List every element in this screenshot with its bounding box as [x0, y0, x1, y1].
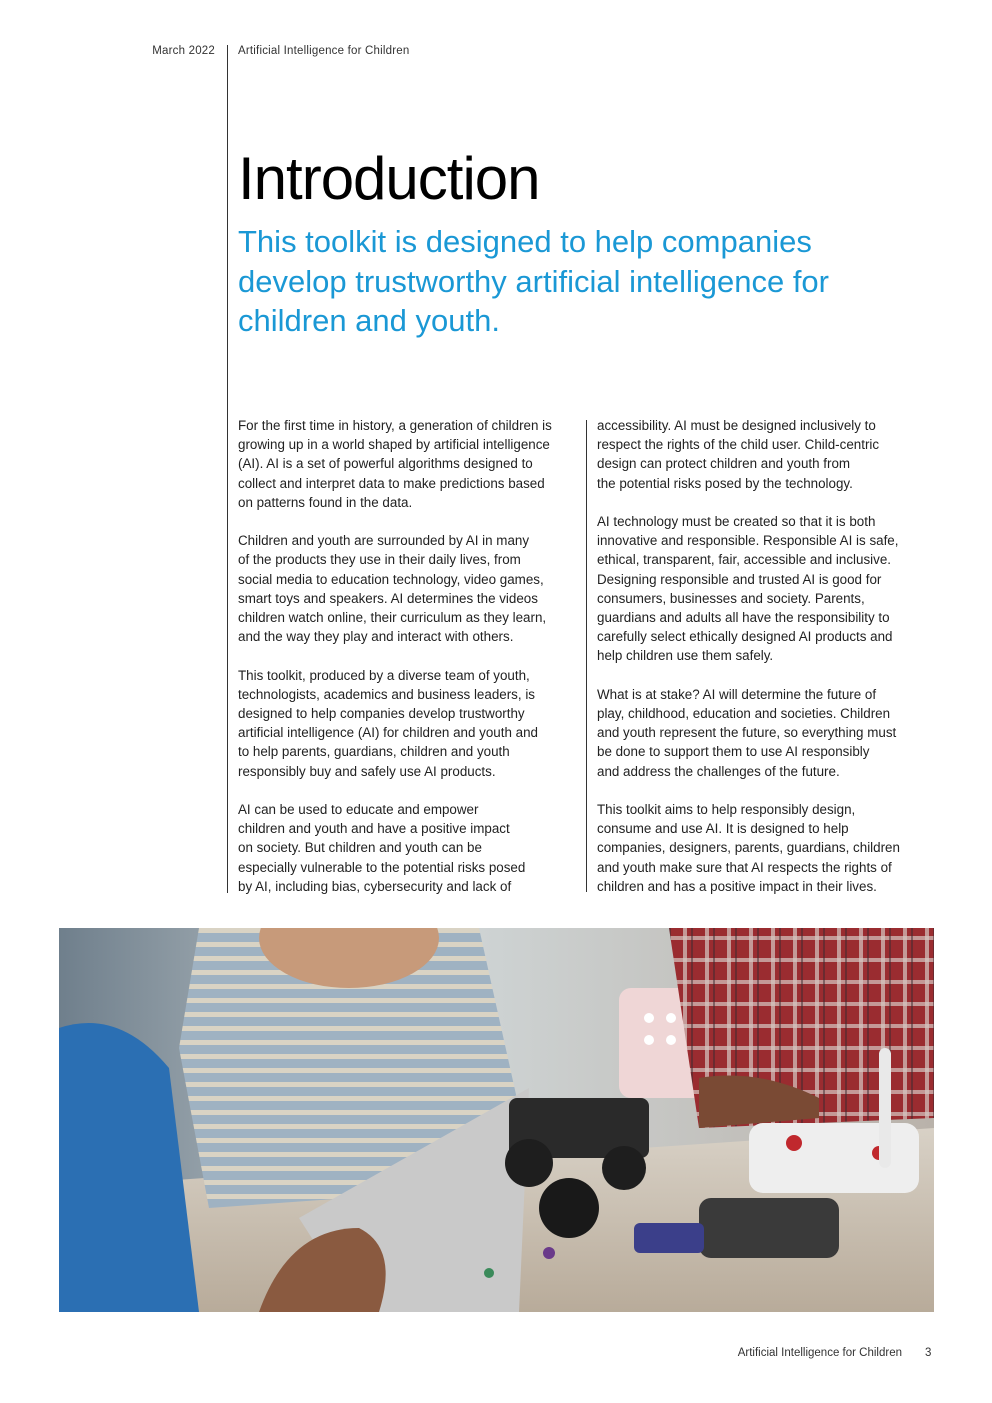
- body-paragraph: [597, 416, 937, 493]
- text-line: be done to support them to use AI responsibly: [597, 744, 870, 760]
- text-line: the potential risks posed by the technology.: [597, 475, 853, 491]
- text-line: collect and interpret data to make predictions based: [238, 475, 545, 491]
- body-paragraph: [597, 512, 937, 666]
- text-line: growing up in a world shaped by artificial intelligence: [238, 437, 550, 453]
- text-line: and the way they play and interact with others.: [238, 629, 514, 645]
- text-line: responsibly buy and safely use AI products.: [238, 763, 496, 779]
- text-line: companies, designers, parents, guardians, children: [597, 840, 900, 856]
- page-title: Introduction: [238, 145, 540, 212]
- text-line: For the first time in history, a generation of children is: [238, 418, 552, 433]
- text-line: children and has a positive impact in their lives.: [597, 878, 877, 894]
- text-line: especially vulnerable to the potential risks posed: [238, 859, 526, 875]
- text-line: design can protect children and youth from: [597, 456, 851, 472]
- text-line: respect the rights of the child user. Child-centric: [597, 437, 880, 453]
- text-line: ethical, transparent, fair, accessible and inclusive.: [597, 552, 892, 568]
- text-line: help children use them safely.: [597, 648, 774, 664]
- text-line: designed to help companies develop trustworthy: [238, 706, 525, 722]
- text-line: Children and youth are surrounded by AI in many: [238, 533, 530, 549]
- text-line: to help parents, guardians, children and youth: [238, 744, 510, 760]
- text-line: innovative and responsible. Responsible AI is safe,: [597, 533, 899, 549]
- vertical-rule: [227, 45, 228, 893]
- text-line: social media to education technology, video games,: [238, 571, 544, 587]
- page-number: 3: [925, 1347, 932, 1359]
- text-line: on patterns found in the data.: [238, 494, 413, 510]
- text-line: accessibility. AI must be designed inclusively to: [597, 418, 876, 433]
- text-line: and youth make sure that AI respects the rights of: [597, 859, 892, 875]
- text-line: technologists, academics and business leaders, is: [238, 686, 535, 702]
- body-paragraph: [238, 800, 584, 896]
- text-line: AI can be used to educate and empower: [238, 802, 479, 818]
- text-line: and address the challenges of the future.: [597, 763, 840, 779]
- text-line: carefully select ethically designed AI products and: [597, 629, 893, 645]
- body-paragraph: [238, 531, 584, 646]
- photo-illustration: [59, 928, 934, 1312]
- text-line: of the products they use in their daily lives, from: [238, 552, 521, 568]
- text-line: This toolkit, produced by a diverse team of youth,: [238, 667, 530, 683]
- footer-title: Artificial Intelligence for Children: [737, 1347, 902, 1359]
- header-date: March 2022: [152, 45, 215, 57]
- text-line: Designing responsible and trusted AI is good for: [597, 571, 882, 587]
- page-footer: [0, 1347, 992, 1363]
- body-paragraph: [597, 685, 937, 781]
- page-header: [0, 45, 992, 61]
- body-paragraph: [597, 800, 937, 896]
- text-line: consumers, businesses and society. Parents,: [597, 590, 865, 606]
- right-column: [597, 416, 937, 915]
- text-line: on society. But children and youth can be: [238, 840, 482, 856]
- text-line: artificial intelligence (AI) for children and youth and: [238, 725, 538, 741]
- text-line: AI technology must be created so that it is both: [597, 514, 876, 529]
- body-paragraph: [238, 666, 584, 781]
- text-line: What is at stake? AI will determine the future of: [597, 686, 877, 702]
- text-line: consume and use AI. It is designed to help: [597, 821, 849, 837]
- text-line: This toolkit aims to help responsibly design,: [597, 802, 856, 818]
- text-line: by AI, including bias, cybersecurity and lack of: [238, 878, 512, 894]
- left-column: [238, 416, 584, 915]
- text-line: children and youth and have a positive impact: [238, 821, 510, 837]
- column-divider: [586, 420, 587, 892]
- page-subtitle: This toolkit is designed to help companies develop trustworthy artificial intelligence for children and youth.: [238, 224, 829, 338]
- children-robotics-photo: [59, 928, 934, 1312]
- text-line: guardians and adults all have the responsibility to: [597, 610, 890, 626]
- header-title: Artificial Intelligence for Children: [238, 45, 410, 57]
- text-line: smart toys and speakers. AI determines the videos: [238, 590, 538, 606]
- text-line: children watch online, their curriculum as they learn,: [238, 610, 547, 626]
- body-paragraph: [238, 416, 584, 512]
- text-line: play, childhood, education and societies. Children: [597, 706, 891, 722]
- text-line: (AI). AI is a set of powerful algorithms designed to: [238, 456, 533, 472]
- text-line: and youth represent the future, so everything must: [597, 725, 897, 741]
